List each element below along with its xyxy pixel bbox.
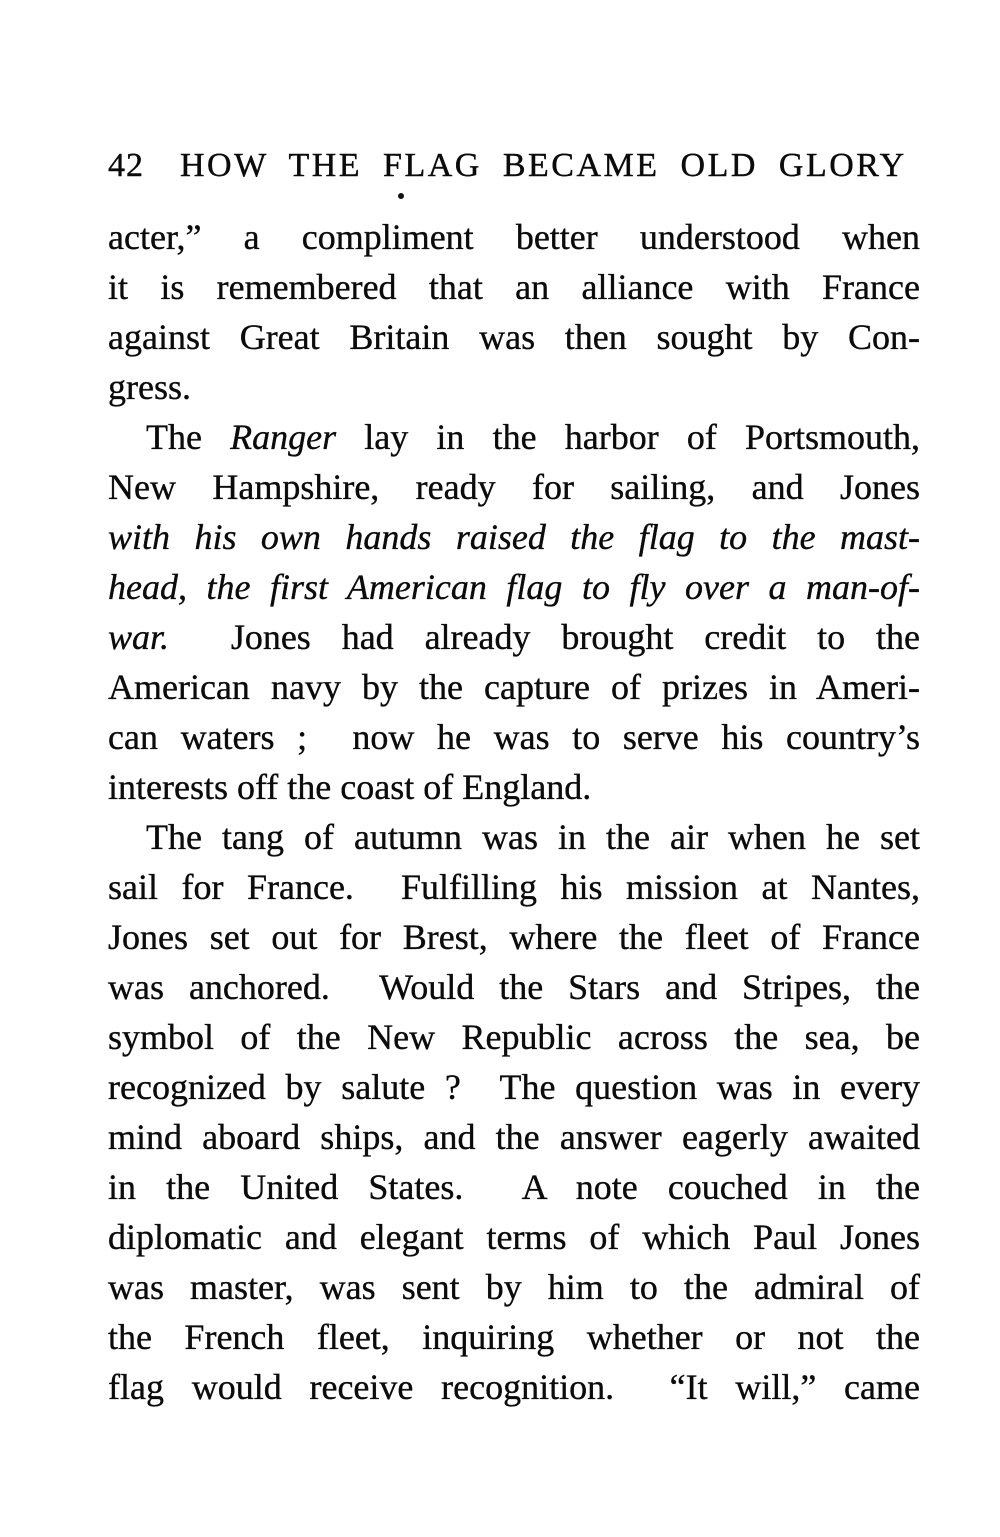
text-segment: was master, was sent by him to the admiral of xyxy=(108,1267,920,1307)
text-segment: was anchored. Would the Stars and Stripes, the xyxy=(108,967,920,1007)
text-segment: sail for France. Fulfilling his mission at Nantes, xyxy=(108,867,920,907)
text-line xyxy=(108,362,920,412)
italic-text-segment: with his own hands raised the flag to the mast- xyxy=(108,517,920,557)
text-line xyxy=(108,262,920,312)
text-line xyxy=(108,712,920,762)
text-segment: interests off the coast of England. xyxy=(108,767,592,807)
text-line xyxy=(108,1012,920,1062)
text-line xyxy=(108,1262,920,1312)
text-segment: flag would receive recognition. “It will,” came xyxy=(108,1367,920,1407)
text-segment: it is remembered that an alliance with France xyxy=(108,267,920,307)
italic-text-segment: head, the first American flag to fly over a man-of- xyxy=(108,567,920,607)
page-number: 42 xyxy=(108,147,144,184)
text-line xyxy=(108,1062,920,1112)
text-line xyxy=(108,1162,920,1212)
text-segment: recognized by salute ? The question was in every xyxy=(108,1067,920,1107)
text-line xyxy=(108,762,920,812)
text-line xyxy=(108,312,920,362)
italic-text-segment: Ranger xyxy=(230,417,337,457)
text-segment: New Hampshire, ready for sailing, and Jones xyxy=(108,467,920,507)
text-segment: diplomatic and elegant terms of which Paul Jones xyxy=(108,1217,920,1257)
text-segment: in the United States. A note couched in the xyxy=(108,1167,920,1207)
text-line xyxy=(108,662,920,712)
text-line xyxy=(108,1312,920,1362)
text-line xyxy=(108,612,920,662)
text-segment: can waters ; now he was to serve his country’s xyxy=(108,717,920,757)
text-segment: American navy by the capture of prizes in Ameri- xyxy=(108,667,920,707)
text-line xyxy=(108,562,920,612)
text-line xyxy=(108,912,920,962)
italic-text-segment: war. xyxy=(108,617,170,657)
text-line xyxy=(108,412,920,462)
text-segment: gress. xyxy=(108,367,191,407)
text-line xyxy=(108,1212,920,1262)
text-line xyxy=(108,862,920,912)
text-line xyxy=(108,462,920,512)
text-line xyxy=(108,962,920,1012)
running-title: HOW THE FLAG BECAME OLD GLORY xyxy=(180,147,907,184)
text-segment: Jones had already brought credit to the xyxy=(169,617,920,657)
text-line xyxy=(108,512,920,562)
text-segment: acter,” a compliment better understood when xyxy=(108,217,920,257)
text-line xyxy=(108,1362,920,1412)
text-segment: Jones set out for Brest, where the fleet of France xyxy=(108,917,920,957)
text-segment: The tang of autumn was in the air when he set xyxy=(146,817,920,857)
text-segment: the French fleet, inquiring whether or not the xyxy=(108,1317,920,1357)
text-line xyxy=(108,212,920,262)
page-header xyxy=(108,146,920,186)
body-text xyxy=(108,212,920,1412)
text-segment: The xyxy=(146,417,231,457)
text-segment: mind aboard ships, and the answer eagerly awaited xyxy=(108,1117,920,1157)
text-line xyxy=(108,1112,920,1162)
text-segment: symbol of the New Republic across the sea, be xyxy=(108,1017,920,1057)
text-segment: against Great Britain was then sought by Con- xyxy=(108,317,920,357)
text-line xyxy=(108,812,920,862)
ink-dot-artifact xyxy=(398,193,404,199)
text-segment: lay in the harbor of Portsmouth, xyxy=(336,417,921,457)
